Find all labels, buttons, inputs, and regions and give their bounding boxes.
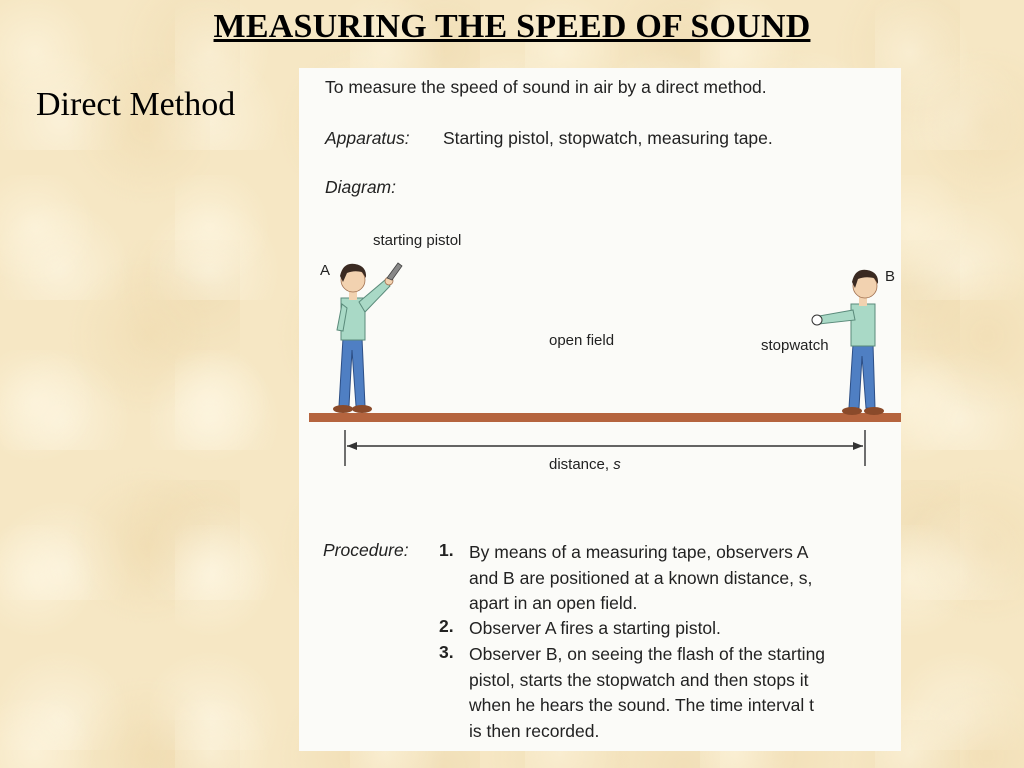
step-line: and B are positioned at a known distance, s, bbox=[469, 567, 813, 588]
step-number: 3. bbox=[439, 642, 454, 662]
aim-text: To measure the speed of sound in air by a direct method. bbox=[325, 77, 767, 97]
step-line: is then recorded. bbox=[469, 720, 600, 741]
step-line: apart in an open field. bbox=[469, 593, 638, 613]
slide-subtitle: Direct Method bbox=[36, 86, 236, 123]
step-line: Observer A fires a starting pistol. bbox=[469, 618, 721, 638]
step-line: Observer B, on seeing the flash of the starting bbox=[469, 644, 826, 664]
step-line: By means of a measuring tape, observers A bbox=[469, 542, 809, 562]
label-starting-pistol: starting pistol bbox=[373, 232, 462, 249]
diagram-label: Diagram: bbox=[325, 177, 396, 197]
apparatus-label: Apparatus: bbox=[325, 128, 410, 148]
step-number: 2. bbox=[439, 616, 454, 636]
slide-title: MEASURING THE SPEED OF SOUND bbox=[213, 8, 811, 45]
stopwatch-icon bbox=[812, 315, 822, 325]
label-observer-a: A bbox=[320, 262, 331, 279]
step-line: pistol, starts the stopwatch and then stops it bbox=[469, 669, 809, 690]
textbook-excerpt bbox=[299, 68, 901, 751]
procedure-label: Procedure: bbox=[323, 540, 409, 560]
label-stopwatch: stopwatch bbox=[761, 337, 829, 354]
step-number: 1. bbox=[439, 540, 454, 560]
label-open-field: open field bbox=[549, 332, 615, 349]
label-distance-prefix: distance, bbox=[549, 456, 610, 473]
label-observer-b: B bbox=[885, 268, 896, 285]
pistol-icon bbox=[387, 263, 402, 280]
ground-strip bbox=[309, 413, 901, 422]
label-distance bbox=[549, 456, 621, 473]
step-line: when he hears the sound. The time interval t bbox=[469, 695, 815, 715]
apparatus-text: Starting pistol, stopwatch, measuring tape. bbox=[443, 128, 773, 148]
observer-a-figure bbox=[333, 263, 402, 413]
experiment-diagram bbox=[299, 68, 901, 488]
label-distance-variable: s bbox=[613, 456, 621, 473]
